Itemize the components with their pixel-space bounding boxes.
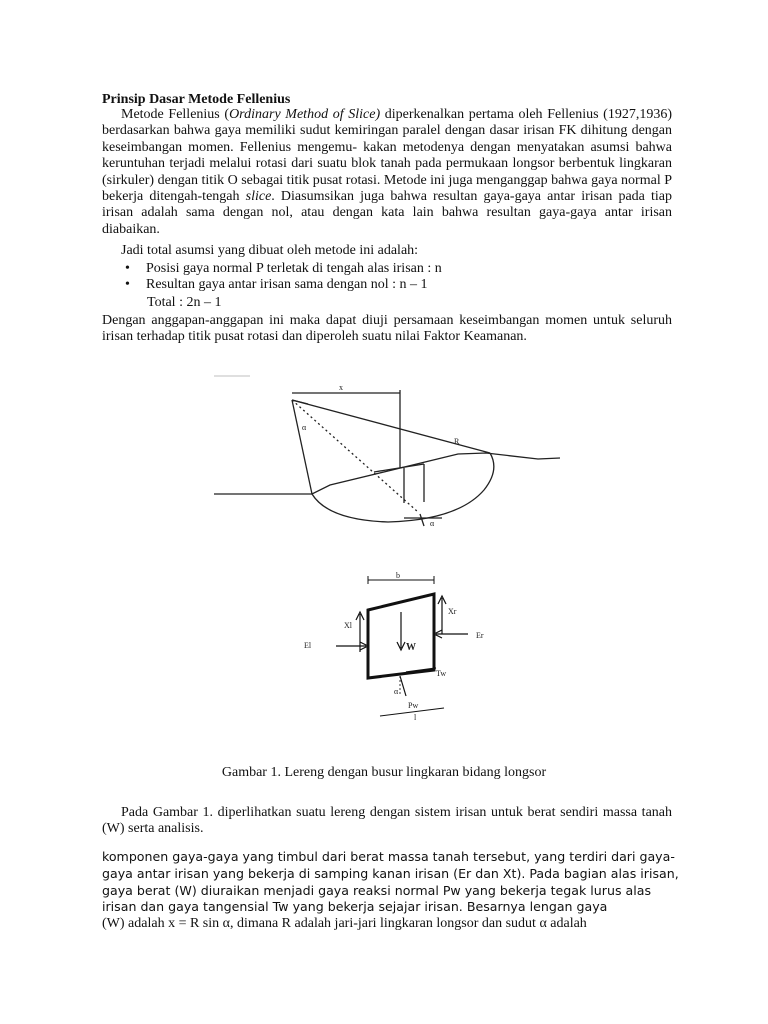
label-x: x (339, 383, 343, 392)
list-item (102, 277, 662, 293)
label-w: W (406, 642, 416, 653)
label-alpha-top: α (302, 423, 307, 432)
para5-line-1: komponen gaya-gaya yang timbul dari berat massa tanah tersebut, yang terdiri dari gaya- (102, 849, 675, 864)
para5-line-4: irisan dan gaya tangensial Tw yang bekerja sejajar irisan. Besarnya lengan gaya (102, 899, 608, 915)
label-xl: Xl (344, 621, 352, 630)
para1-italic-slice: slice (245, 189, 272, 205)
para1-text-b: diperkenalkan pertama oleh Fellenius (1927,1936) berdasarkan bahwa gaya memiliki sudut kemiringan paralel dengan dasar irisan FK dihitung dengan keseimbangan momen. Fellenius mengemu- kakan metodenya dengan menyatakan asumsi bahwa keruntuhan terjadi melalui rotasi dari suatu blok tanah pada permukaan longsor berbentuk lingkaran (sirkuler) dengan titik O sebagai titik pusat rotasi. Metode ini juga menganggap bahwa gaya normal P bekerja ditengah-tengah (102, 107, 672, 205)
paragraph-force-components (102, 849, 679, 933)
list-item (102, 261, 662, 277)
label-r: R (454, 437, 460, 446)
assumption-list (102, 261, 662, 294)
bullet-icon: • (125, 277, 130, 293)
label-alpha-bottom: α (430, 519, 435, 528)
para1-italic-ordinary-method: Ordinary Method of Slice) (229, 107, 381, 122)
paragraph-method-description (102, 107, 672, 238)
total-line: Total : 2n – 1 (147, 295, 222, 310)
para1-text-a: Metode Fellenius ( (121, 107, 230, 122)
para5-line-5: (W) adalah x = R sin α, dimana R adalah jari-jari lingkaran longsor dan sudut α adalah (102, 916, 587, 932)
label-er: Er (476, 631, 484, 640)
label-b: b (396, 572, 400, 580)
list-item-text: Resultan gaya antar irisan sama dengan nol : n – 1 (146, 277, 428, 293)
bullet-icon: • (125, 261, 130, 276)
para5-line-3: gaya berat (W) diuraikan menjadi gaya reaksi normal Pw yang bekerja tegak lurus alas (102, 882, 652, 898)
section-heading: Prinsip Dasar Metode Fellenius (102, 92, 291, 107)
label-pw: Pw (408, 701, 419, 710)
para5-line-2: gaya antar irisan yang bekerja di samping kanan irisan (Er dan Xt). Pada bagian alas irisan, (102, 865, 679, 881)
slope-slip-circle-diagram (208, 360, 768, 540)
para1-text-c: . Diasumsikan juga bahwa resultan gaya-gaya antar irisan pada tiap irisan adalah sama dengan nol, atau dengan kata lain bahwa resultan gaya-gaya antar irisan diabaikan. (102, 189, 672, 237)
figure-caption: Gambar 1. Lereng dengan busur lingkaran bidang longsor (221, 765, 547, 780)
list-item-text: Posisi gaya normal P terletak di tengah alas irisan : n (146, 261, 442, 276)
label-el: El (304, 641, 312, 650)
paragraph-moment-equilibrium: Dengan anggapan-anggapan ini maka dapat diuji persamaan keseimbangan momen untuk seluruh irisan terhadap titik pusat rotasi dan diperoleh suatu nilai Faktor Keamanan. (102, 313, 672, 345)
paragraph-total-assumptions: Jadi total asumsi yang dibuat oleh metode ini adalah: (121, 243, 419, 258)
label-l: l (414, 713, 417, 722)
label-xr: Xr (448, 607, 457, 616)
label-tw: Tw (436, 669, 447, 678)
slice-free-body-diagram (296, 572, 516, 742)
paragraph-figure-explanation: Pada Gambar 1. diperlihatkan suatu lereng dengan sistem irisan untuk berat sendiri massa tanah (W) serta analisis. (102, 805, 672, 837)
label-alpha-slice: α (394, 687, 399, 696)
